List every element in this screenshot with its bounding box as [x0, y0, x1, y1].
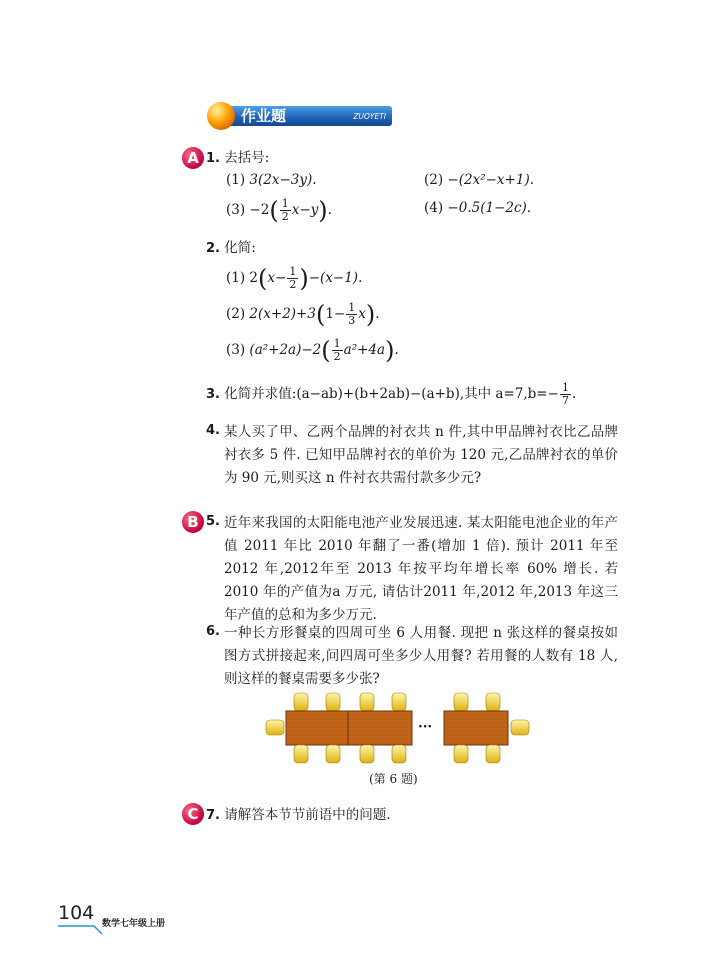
q2-part1-a: 2 [249, 270, 259, 286]
q1-title-line [206, 148, 269, 169]
q1-part3: (3) −2( $\frac{1}{2}$ x−y). [226, 196, 332, 225]
q6-text: 一种长方形餐桌的四周可坐 6 人用餐. 现把 n 张这样的餐桌按如图方式拼接起来,问四周可坐多少人用餐? 若用餐的人数有 18 人,则这样的餐桌需要多少张? [224, 625, 618, 687]
q2-part2-a: 2(x+2)+3 [249, 306, 316, 322]
header-subtitle: ZUOYETI [353, 112, 386, 121]
q1-part4-label: (4) [424, 200, 444, 216]
page-number: 104 [58, 902, 95, 924]
q5-number: 5. [206, 514, 220, 529]
q7-number: 7. [206, 808, 220, 823]
q1-part3-label: (3) [226, 202, 246, 218]
q2-number: 2. [206, 241, 220, 256]
table-n [444, 711, 508, 745]
book-title: 数学七年级上册 [102, 919, 166, 929]
q1-part2-expr: −(2x²−x+1). [447, 172, 534, 188]
q2-part2-c: x [358, 306, 366, 322]
q3-number: 3. [206, 387, 220, 402]
q2-part1-label: (1) [226, 270, 246, 286]
level-c-badge: C [182, 803, 204, 825]
right-chair [511, 720, 529, 735]
q6-number: 6. [206, 624, 220, 639]
q2-part1-c: −(x−1). [308, 270, 363, 286]
q2-part3-fraction: $\frac{1}{2}$ [333, 337, 341, 363]
level-b-badge: B [182, 511, 204, 533]
q1-part3-rest: x−y [291, 202, 319, 218]
q3-text: 化简并求值:(a−ab)+(b+2ab)−(a+b),其中 a=7,b=− [224, 386, 559, 402]
q2-part2: (2) 2(x+2)+3(1− $\frac{1}{3}$ x). [226, 300, 380, 329]
q1-title: 去括号: [224, 150, 270, 166]
q2-part2-label: (2) [226, 306, 246, 322]
header-orb-icon [207, 102, 235, 130]
q1-part1-expr: 3(2x−3y). [249, 172, 317, 188]
page-corner-icon [58, 924, 106, 938]
q1-part4-expr: −0.5(1−2c). [447, 200, 532, 216]
table-1 [286, 711, 348, 745]
q2-part3-a: (a²+2a)−2 [249, 342, 322, 358]
q1-part3-coef: −2 [249, 202, 270, 218]
q3-line [206, 382, 576, 407]
q7-text: 请解答本节节前语中的问题. [224, 807, 391, 823]
q5-block [206, 512, 618, 627]
q1-part3-fraction: $\frac{1}{2}$ [281, 197, 289, 223]
q2-part3-c: a²+4a [343, 342, 386, 358]
q2-part2-fraction: $\frac{1}{3}$ [348, 301, 356, 327]
q1-number: 1. [206, 151, 220, 166]
header-title: 作业题 [241, 107, 287, 125]
q3-end: . [571, 386, 577, 402]
q2-part3: (3) (a²+2a)−2( $\frac{1}{2}$ a²+4a). [226, 336, 399, 365]
bottom-chairs [294, 745, 500, 763]
figure-caption: (第 6 题) [369, 772, 418, 786]
q1-part1-label: (1) [226, 172, 246, 188]
q2-part2-b: 1− [325, 306, 346, 322]
q1-part2 [424, 170, 534, 190]
q2-part1-fraction: $\frac{1}{2}$ [289, 265, 297, 291]
left-chair [266, 720, 284, 735]
q2-part1-b: x− [267, 270, 287, 286]
q2-part3-label: (3) [226, 342, 246, 358]
q1-part4 [424, 198, 531, 218]
q2-title: 化简: [224, 240, 256, 256]
table-figure [258, 685, 533, 765]
q7-line [206, 805, 391, 826]
q2-title-line [206, 238, 256, 259]
q1-part2-label: (2) [424, 172, 444, 188]
q5-text: 近年来我国的太阳能电池产业发展迅速. 某太阳能电池企业的年产值 2011 年比 2010 年翻了一番(增加 1 倍). 预计 2011 年至 2012 年,2012年至 2013 年按平均年增长率 60% 增长. 若 2010 年的产值为a 万元, 请估计2011 年,2012 年,2013 年这三年产值的总和为多少万元. [224, 515, 618, 623]
q2-part1: (1) 2(x− $\frac{1}{2}$ )−(x−1). [226, 264, 363, 293]
level-a-badge: A [182, 147, 204, 169]
q4-number: 4. [206, 423, 220, 438]
q3-fraction: $\frac{1}{7}$ [561, 381, 569, 407]
q4-text: 某人买了甲、乙两个品牌的衬衣共 n 件,其中甲品牌衬衣比乙品牌衬衣多 5 件. 已知甲品牌衬衣的单价为 120 元,乙品牌衬衣的单价为 90 元,则买这 n 件衬衣共需付款多少元? [224, 424, 618, 486]
q1-part1 [226, 170, 317, 190]
q6-block [206, 622, 618, 691]
section-header [207, 102, 392, 128]
top-chairs [294, 693, 500, 711]
figure-ellipsis: ··· [418, 719, 433, 735]
table-2 [348, 711, 412, 745]
q4-block [206, 421, 618, 490]
